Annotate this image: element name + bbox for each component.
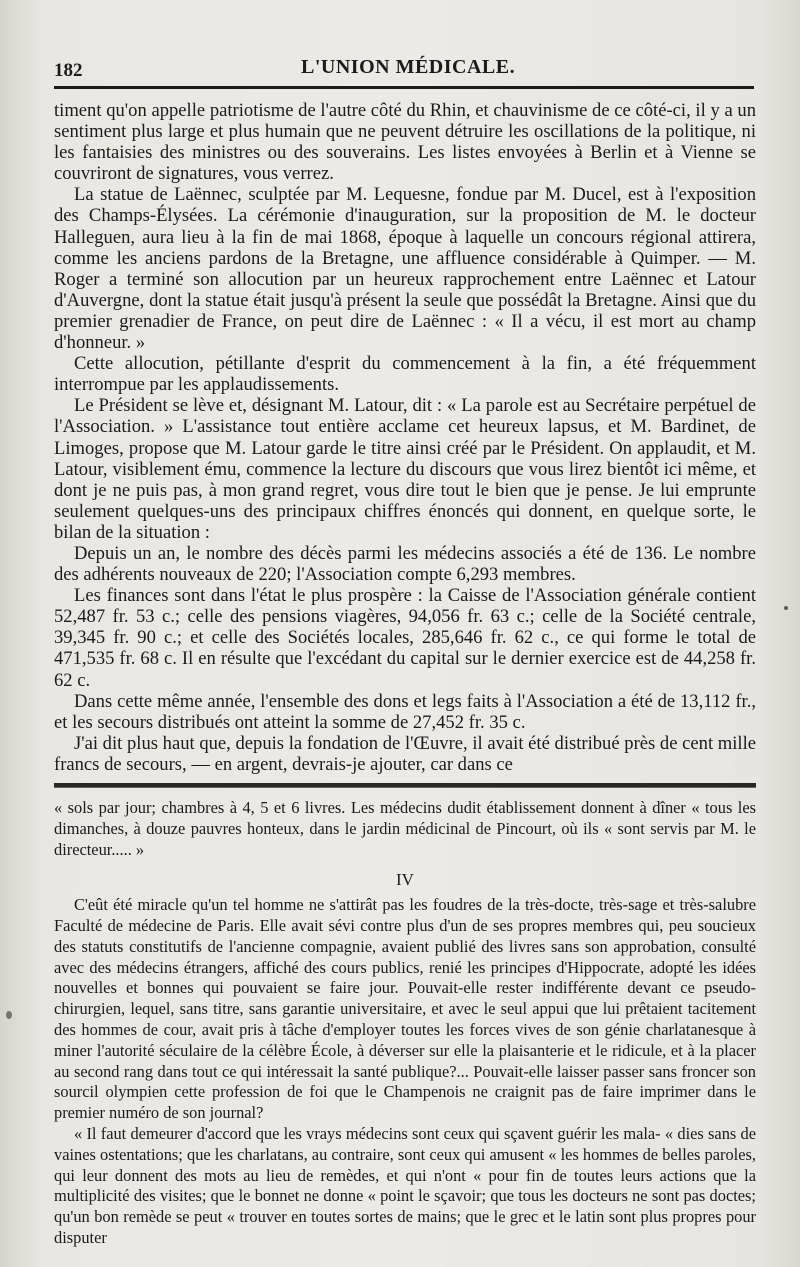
paragraph: C'eût été miracle qu'un tel homme ne s'attirât pas les foudres de la très-docte, très-sage et très-salubre Faculté de médecine de Paris. Elle avait sévi contre plus d'un de ses propres membres qui, peu soucieux des statuts constitutifs de l'ancienne compagnie, avaient publié des livres sans son approbation, consulté avec des médecins étrangers, affiché des cours publics, renié les principes d'Hippocrate, adopté les idées nouvelles et bonnes qui pouvaient se faire jour. Pouvait-elle rester indifférente devant ce pseudo-chirurgien, lequel, sans titre, sans garantie universitaire, et avec le seul appui que lui prêtaient tacitement des hommes de cour, avait pris à tâche d'employer toutes les forces vives de son génie charlatanesque à miner l'autorité séculaire de la célèbre École, à déverser sur elle la plaisanterie et le ridicule, et à la placer au second rang dans tout ce qui intéressait la santé publique?... Pouvait-elle laisser passer sans froncer son sourcil olympien cette profession de foi que le Champenois ne craignit pas de faire imprimer dans le premier numéro de son journal? xyxy=(54,895,756,1123)
header-rule xyxy=(54,86,754,89)
paragraph: Les finances sont dans l'état le plus prospère : la Caisse de l'Association générale contient 52,487 fr. 53 c.; celle des pensions viagères, 94,056 fr. 63 c.; celle de la Société centrale, 39,345 fr. 90 c.; et celle des Sociétés locales, 285,646 fr. 62 c., ce qui forme le total de 471,535 fr. 68 c. Il en résulte que l'excédant du capital sur le dernier exercice est de 44,258 fr. 62 c. xyxy=(54,585,756,691)
paragraph: « Il faut demeurer d'accord que les vrays médecins sont ceux qui sçavent guérir les mala- « dies sans de vaines ostentations; que les charlatans, au contraire, sont ceux qui amusent « les hommes de belles paroles, qui leur donnent des mots au lieu de remèdes, et qui n'ont « pour fin de toutes leurs actions que la multiplicité des visites; que le bonnet ne donne « point le sçavoir; que tous les docteurs ne sont pas doctes; qu'un bon remède se peut « trouver en toutes sortes de mains; que le grec et le latin sont plus propres pour disputer xyxy=(54,1123,756,1247)
running-title: L'UNION MÉDICALE. xyxy=(301,56,516,78)
margin-mark xyxy=(784,606,788,610)
paragraph: Cette allocution, pétillante d'esprit du commencement à la fin, a été fréquemment interrompue par les applaudissements. xyxy=(54,353,756,396)
feuilleton-divider xyxy=(54,783,756,788)
feuilleton-text xyxy=(54,798,756,1249)
section-heading: IV xyxy=(396,870,414,890)
paragraph: timent qu'on appelle patriotisme de l'autre côté du Rhin, et chauvinisme de ce côté-ci, il y a un sentiment plus large et plus humain que ne peuvent détruire les oscillations de la politique, ni les fantaisies des ministres ou des souverains. Les listes envoyées à Berlin et à Vienne se couvriront de signatures, vous verrez. xyxy=(54,100,756,185)
page-number: 182 xyxy=(54,60,83,81)
main-text xyxy=(54,100,756,775)
paragraph: Le Président se lève et, désignant M. Latour, dit : « La parole est au Secrétaire perpétuel de l'Association. » L'assistance tout entière acclame cet heureux lapsus, et M. Bardinet, de Limoges, propose que M. Latour garde le titre ainsi créé par le Président. On applaudit, et M. Latour, visiblement ému, commence la lecture du discours que vous lirez bientôt ici même, et dont je ne puis pas, à mon grand regret, vous dire tout le bien que je pense. Je lui emprunte seulement quelques-uns des principaux chiffres énoncés qui donnent, en quelque sorte, le bilan de la situation : xyxy=(54,395,756,543)
paragraph: J'ai dit plus haut que, depuis la fondation de l'Œuvre, il avait été distribué près de cent mille francs de secours, — en argent, devrais-je ajouter, car dans ce xyxy=(54,732,756,775)
quote-continuation: « sols par jour; chambres à 4, 5 et 6 livres. Les médecins dudit établissement donnent à dîner « tous les dimanches, à douze pauvres honteux, dans le jardin médicinal de Pincourt, où ils « sont servis par M. le directeur..... » xyxy=(54,798,756,859)
paragraph: La statue de Laënnec, sculptée par M. Lequesne, fondue par M. Ducel, est à l'exposition des Champs-Élysées. La cérémonie d'inauguration, sur la proposition de M. le docteur Halleguen, aura lieu à la fin de mai 1868, époque à laquelle un concours régional attirera, comme les anciens pardons de la Bretagne, une affluence considérable à Quimper. — M. Roger a terminé son allocution par un heureux rapprochement entre Laënnec et Latour d'Auvergne, dont la statue était jusqu'à présent la seule que possédât la Bretagne. Ainsi que du premier grenadier de France, on peut dire de Laënnec : « Il a vécu, il est mort au champ d'honneur. » xyxy=(54,184,756,354)
paragraph: Depuis un an, le nombre des décès parmi les médecins associés a été de 136. Le nombre des adhérents nouveaux de 220; l'Association compte 6,293 membres. xyxy=(54,542,756,586)
paragraph: Dans cette même année, l'ensemble des dons et legs faits à l'Association a été de 13,112 fr., et les secours distribués ont atteint la somme de 27,452 fr. 35 c. xyxy=(54,690,756,733)
margin-mark xyxy=(6,1011,12,1019)
page-header xyxy=(54,52,756,82)
